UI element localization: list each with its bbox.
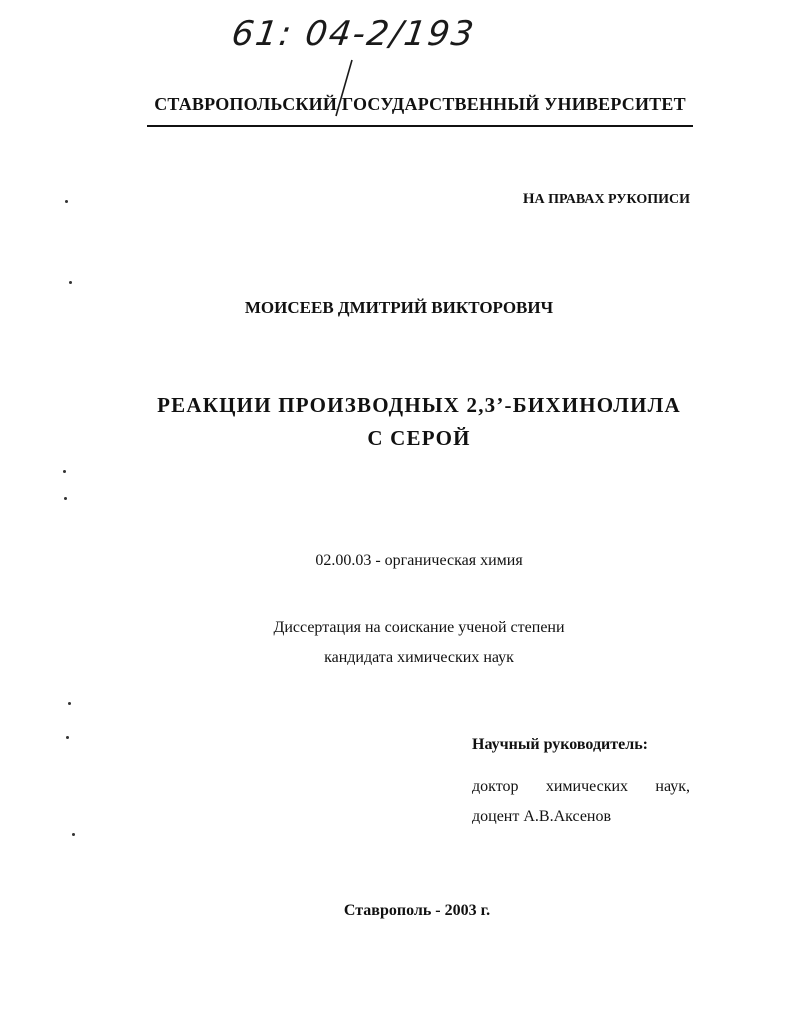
university-name: СТАВРОПОЛЬСКИЙ ГОСУДАРСТВЕННЫЙ УНИВЕРСИТЕТ — [154, 94, 686, 114]
header-divider — [147, 125, 693, 127]
city-year: Ставрополь - 2003 г. — [343, 902, 491, 919]
scan-speck — [68, 702, 71, 705]
handwritten-archive-number: 61: 04-2/193 — [229, 14, 478, 54]
scan-speck — [69, 281, 72, 284]
manuscript-note — [523, 191, 690, 208]
handwritten-slash-stroke — [0, 0, 798, 140]
dissertation-title — [0, 389, 798, 455]
title-line-2: С СЕРОЙ — [367, 426, 471, 450]
author-name: МОИСЕЕВ ДМИТРИЙ ВИКТОРОВИЧ — [244, 298, 554, 317]
specialty-code: 02.00.03 - органическая химия — [315, 552, 523, 569]
scan-speck — [63, 470, 66, 473]
manuscript-note-initial: Н — [522, 191, 535, 207]
scan-speck — [64, 497, 67, 500]
degree-line-2: кандидата химических наук — [324, 649, 514, 666]
supervisor-label: Научный руководитель: — [472, 736, 648, 753]
scan-speck — [66, 736, 69, 739]
degree-statement — [0, 613, 798, 673]
manuscript-note-rest: А ПРАВАХ РУКОПИСИ — [534, 192, 690, 207]
supervisor-name: доцент А.В.Аксенов — [472, 808, 612, 825]
degree-line-1: Диссертация на соискание ученой степени — [273, 619, 565, 636]
title-line-1: РЕАКЦИИ ПРОИЗВОДНЫХ 2,3’-БИХИНОЛИЛА — [157, 393, 681, 417]
scan-speck — [65, 200, 68, 203]
supervisor-degree: доктор химических наук, — [472, 778, 690, 795]
scan-speck — [72, 833, 75, 836]
